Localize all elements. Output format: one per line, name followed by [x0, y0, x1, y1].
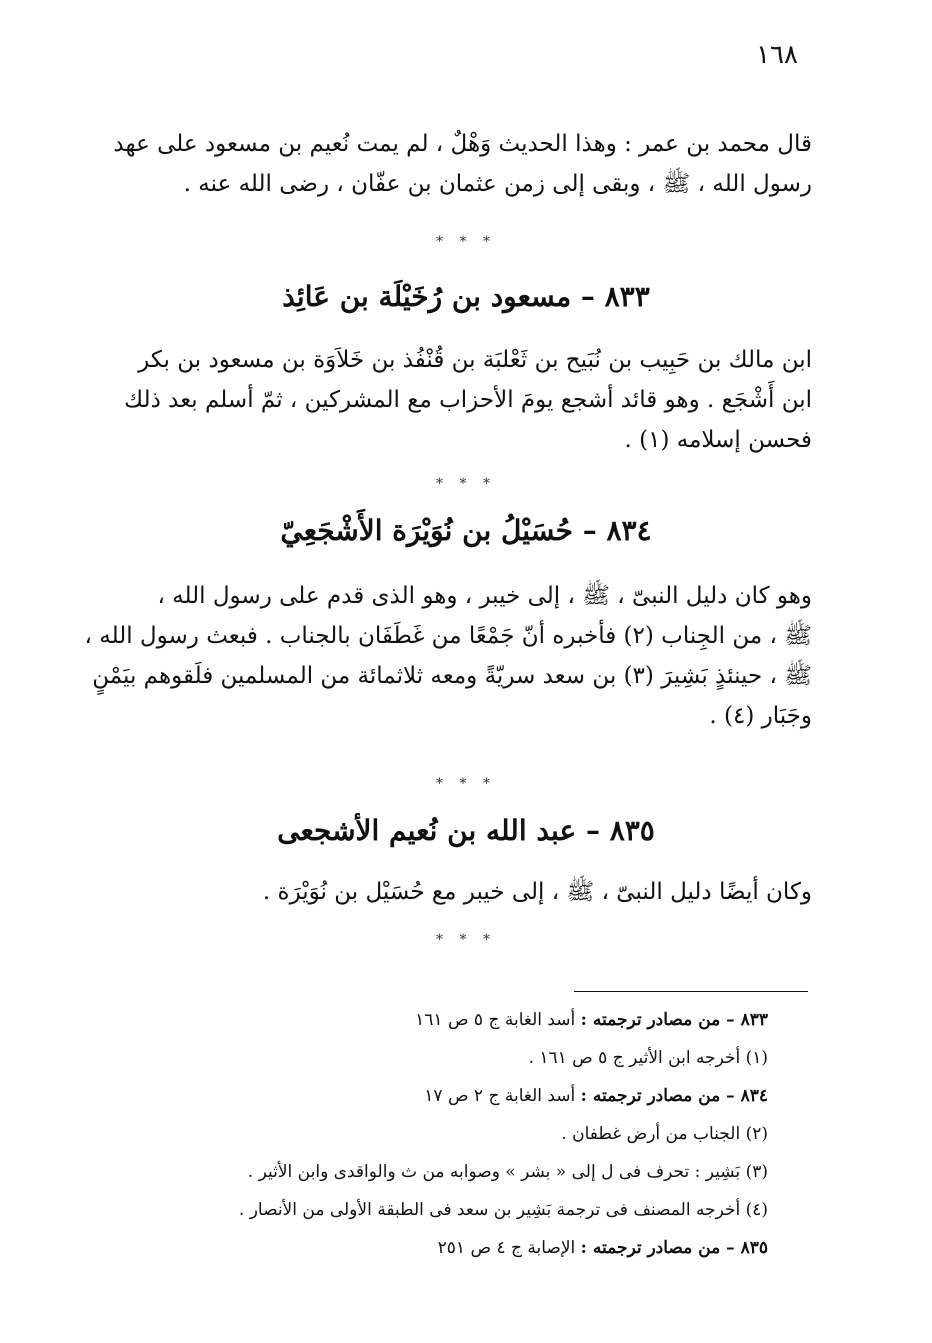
text-line: ابن أَشْجَع . وهو قائد أشجع يومَ الأحزاب مع المشركين ، ثمّ أسلم بعد ذلك	[124, 387, 812, 413]
text-line: وكان أيضًا دليل النبىّ ، ﷺ ، إلى خيبر مع حُسَيْل بن نُوَيْرَة .	[262, 879, 812, 905]
footnote	[128, 1082, 768, 1120]
footnote-text: (٤) أخرجه المصنف فى ترجمة بَشِير بن سعد فى الطبقة الأولى من الأنصار .	[238, 1200, 768, 1220]
footnote	[128, 1006, 768, 1044]
footnote-text: الإصابة ج ٤ ص ٢٥١	[437, 1238, 581, 1258]
text-line: وجَبَار (٤) .	[709, 703, 812, 729]
entry-heading-834: ٨٣٤ – حُسَيْلُ بن نُوَيْرَة الأَشْجَعِيّ	[280, 514, 652, 547]
footnote	[128, 1120, 768, 1158]
section-separator: * * *	[436, 476, 496, 492]
footnote	[128, 1044, 768, 1082]
footnote	[128, 1196, 768, 1234]
footnote-text: (١) أخرجه ابن الأثير ج ٥ ص ١٦١ .	[528, 1048, 768, 1068]
entry-body-835	[112, 872, 812, 912]
footnote-label: ٨٣٣ – من مصادر ترجمته :	[580, 1010, 768, 1030]
text-line: فحسن إسلامه (١) .	[624, 427, 812, 453]
footnote	[128, 1158, 768, 1196]
entry-heading-833: ٨٣٣ – مسعود بن رُخَيْلَة بن عَائِذ	[282, 280, 650, 313]
text-line: ﷺ ، حينئذٍ بَشِيرَ (٣) بن سعد سريّةً ومعه ثلاثمائة من المسلمين فلَقوهم بيَمْنٍ	[92, 663, 812, 689]
footnote-label: ٨٣٤ – من مصادر ترجمته :	[580, 1086, 768, 1106]
entry-body-833	[112, 340, 812, 460]
text-line: ابن مالك بن حَبِيب بن نُبَيح بن ثَعْلبَة بن قُنْفُذ بن خَلاَوَة بن مسعود بن بكر	[138, 347, 812, 373]
entry-heading-835: ٨٣٥ – عبد الله بن نُعيم الأشجعى	[277, 814, 655, 847]
section-separator: * * *	[436, 932, 496, 948]
intro-paragraph	[112, 124, 812, 204]
footnote-text: (٢) الجناب من أرض غطفان .	[561, 1124, 768, 1144]
entry-body-834	[84, 576, 812, 736]
section-separator: * * *	[436, 234, 496, 250]
footnotes	[128, 1006, 768, 1272]
footnote-text: أسد الغابة ج ٢ ص ١٧	[424, 1086, 581, 1106]
footnote-label: ٨٣٥ – من مصادر ترجمته :	[580, 1238, 768, 1258]
text-line: قال محمد بن عمر : وهذا الحديث وَهْلٌ ، لم يمت نُعيم بن مسعود على عهد	[113, 131, 812, 157]
text-line: وهو كان دليل النبىّ ، ﷺ ، إلى خيبر ، وهو الذى قدم على رسول الله ،	[157, 583, 812, 609]
footnote-divider	[574, 991, 808, 992]
text-line: ﷺ ، من الجِناب (٢) فأخبره أنّ جَمْعًا من غَطَفَان بالجناب . فبعث رسول الله ،	[84, 623, 812, 649]
footnote-text: أسد الغابة ج ٥ ص ١٦١	[415, 1010, 581, 1030]
text-line: رسول الله ، ﷺ ، وبقى إلى زمن عثمان بن عفّان ، رضى الله عنه .	[183, 171, 812, 197]
footnote-text: (٣) بَشِير : تحرف فى ل إلى « بشر » وصوابه من ث والواقدى وابن الأثير .	[247, 1162, 768, 1182]
page-number: ١٦٨	[756, 40, 798, 70]
section-separator: * * *	[436, 776, 496, 792]
footnote	[128, 1234, 768, 1272]
